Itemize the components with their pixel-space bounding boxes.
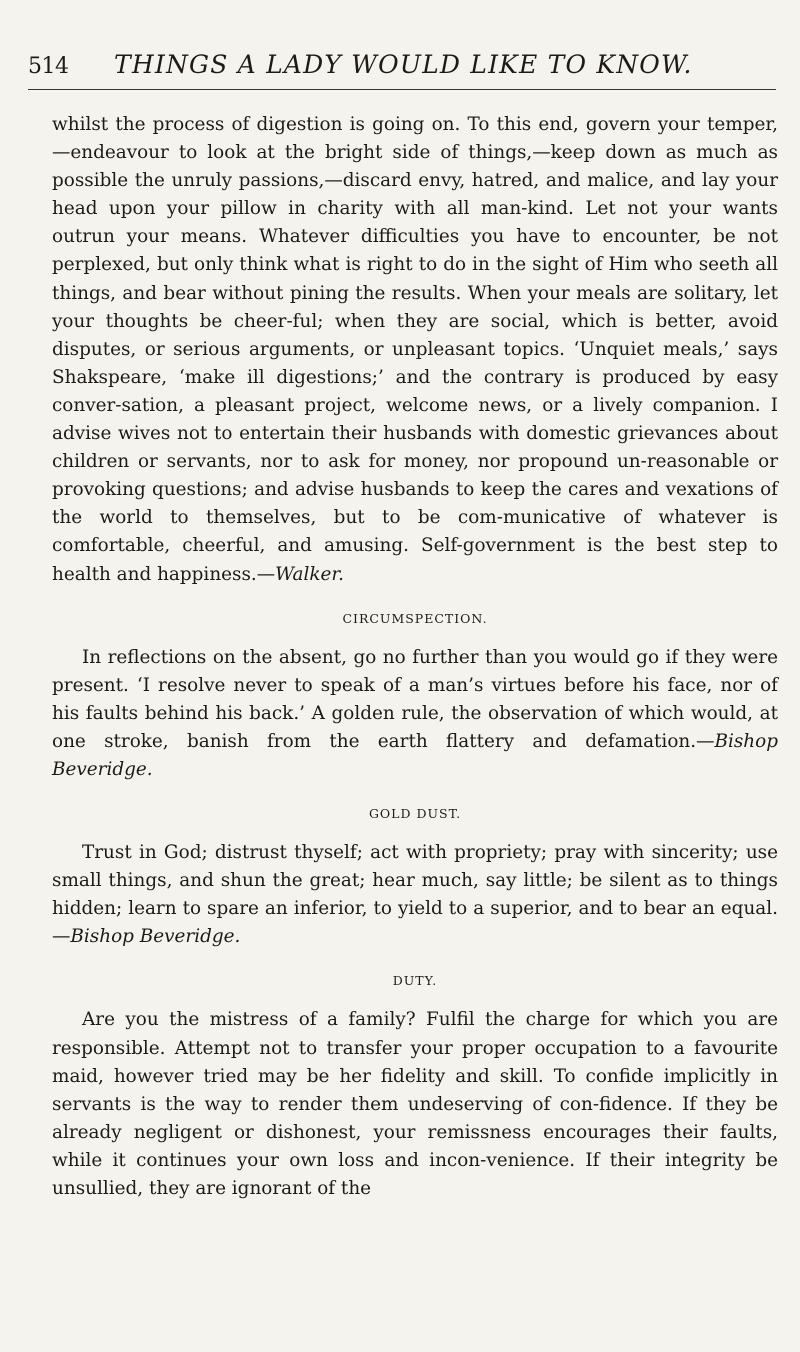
paragraph-gold-dust (52, 839, 778, 951)
attribution-walker: Walker. (275, 563, 344, 585)
heading-duty: DUTY. (392, 973, 438, 989)
paragraph-duty-text: Are you the mistress of a family? Fulfil the charge for which you are responsible. Attempt not to transfer your proper occupation to a favourite maid, however tried may be her fidelity and skill. To confide implicitly in servants is the way to render them undeserving of con-fidence. If they be already negligent or dishonest, your remissness encourages their faults, while it continues your own loss and incon-venience. If their integrity be unsullied, they are ignorant of the (52, 1009, 778, 1199)
opening-paragraph (52, 111, 778, 589)
attribution-bishop-beveridge: Bishop Beveridge. (70, 926, 241, 948)
opening-paragraph-text: whilst the process of digestion is going on. To this end, govern your temper,—endeavour to look at the bright side of things,—keep down as much as possible the unruly passions,—discard envy, hatred, and malice, and lay your head upon your pillow in charity with all man-kind. Let not your wants outrun your means. Whatever difficulties you have to encounter, be not perplexed, but only think what is right to do in the sight of Him who seeth all things, and bear without pining the results. When your meals are solitary, let your thoughts be cheer-ful; when they are social, which is better, avoid disputes, or serious arguments, or unpleasant topics. ‘Unquiet meals,’ says Shakspeare, ‘make ill digestions;’ and the contrary is produced by easy conver-sation, a pleasant project, welcome news, or a lively companion. I advise wives not to entertain their husbands with domestic grievances about children or servants, nor to ask for money, nor propound un-reasonable or provoking questions; and advise husbands to keep the cares and vexations of the world to themselves, but to be com-municative of whatever is comfortable, cheerful, and amusing. Self-government is the best step to health and happiness.— (52, 114, 778, 585)
running-title: THINGS A LADY WOULD LIKE TO KNOW. (114, 50, 693, 79)
page-number: 514 (28, 54, 69, 79)
running-head (28, 46, 780, 96)
paragraph-circumspection-text: In reflections on the absent, go no further than you would go if they were present. ‘I resolve never to speak of a man’s virtues before his face, nor of his faults behind his back.’ A golden rule, the observation of which would, at one stroke, banish from the earth flattery and defamation.— (52, 646, 778, 752)
heading-circumspection: CIRCUMSPECTION. (342, 610, 488, 626)
attribution-bishop-beveridge: Bishop Beveridge. (52, 730, 778, 780)
paragraph-circumspection (52, 644, 778, 784)
heading-gold-dust: GOLD DUST. (368, 806, 462, 822)
paragraph-duty (52, 1006, 778, 1203)
page-content (52, 111, 778, 1203)
header-rule (28, 89, 776, 90)
paragraph-gold-dust-text: Trust in God; distrust thyself; act with propriety; pray with sincerity; use small things, and shun the great; hear much, say little; be silent as to things hidden; learn to spare an inferior, to yield to a superior, and to bear an equal.— (52, 842, 778, 948)
